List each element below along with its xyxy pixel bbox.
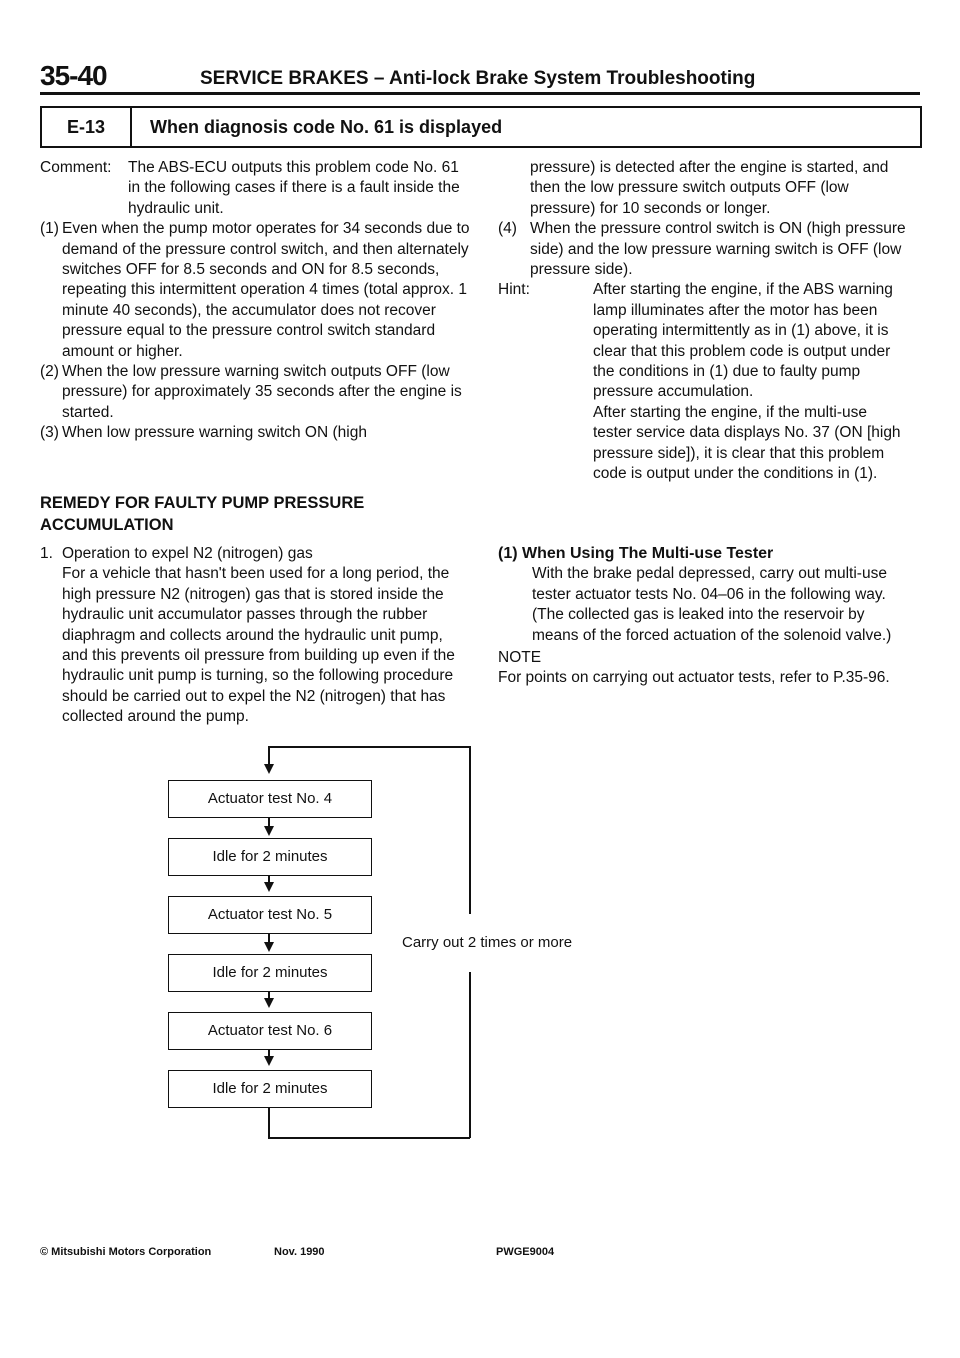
loop-line-bottom [268, 1137, 470, 1139]
section-code: E-13 [42, 108, 132, 146]
flow-step-5: Actuator test No. 6 [168, 1012, 372, 1050]
flow-step-1: Actuator test No. 4 [168, 780, 372, 818]
flow-step-4: Idle for 2 minutes [168, 954, 372, 992]
step-text: For a vehicle that hasn't been used for a long period, the high pressure N2 (nitrogen) gas that is stored inside the hydraulic unit accumulator passes through the rubber diaphragm and collects around the hydraulic unit pump, and this prevents oil pressure from building up even if the hydraulic unit pump is turning, so the following procedure should be carried out to expel the N2 (nitrogen) that has collected around the pump. [62, 565, 455, 726]
connector-line [268, 1108, 270, 1138]
arrow-down-icon [264, 1056, 274, 1066]
case-text: When the low pressure warning switch outputs OFF (low pressure) for approximately 35 seconds after the engine is started. [62, 363, 462, 421]
section-title: When diagnosis code No. 61 is displayed [150, 117, 503, 137]
hint-text-2: After starting the engine, if the multi-use tester service data displays No. 37 (ON [high pressure side]), it is clear that this problem code is output under the conditions in (1). [593, 403, 901, 483]
tester-text: With the brake pedal depressed, carry out multi-use tester actuator tests No. 04–06 in the following way. (The collected gas is leaked into the reservoir by means of the forced actuation of the solenoid valve.) [532, 565, 892, 644]
case-text: pressure) is detected after the engine is started, and then the low pressure switch outputs OFF (low pressure) for 10 seconds or longer. [530, 159, 889, 217]
footer-copyright: © Mitsubishi Motors Corporation [40, 1246, 212, 1258]
arrow-down-icon [264, 826, 274, 836]
remedy-heading: REMEDY FOR FAULTY PUMP PRESSURE ACCUMULATION [40, 494, 365, 534]
case-text: When the pressure control switch is ON (high pressure side) and the low pressure warning switch is OFF (low pressure side). [530, 220, 906, 279]
flow-step-3: Actuator test No. 5 [168, 896, 372, 934]
loop-line-top [268, 746, 470, 748]
hint-label: Hint: [498, 281, 530, 299]
hint-text-1: After starting the engine, if the ABS warning lamp illuminates after the motor has been operating intermittently as in (1) above, it is clear that this problem code is output under the conditions in (1) due to faulty pump pressure accumulation. [593, 281, 893, 401]
tester-heading: (1) When Using The Multi-use Tester [498, 545, 774, 562]
loop-line-right-lower [469, 972, 471, 1138]
arrow-down-icon [264, 764, 274, 774]
loop-line-right-upper [469, 746, 471, 914]
flow-step-6: Idle for 2 minutes [168, 1070, 372, 1108]
arrow-down-icon [264, 998, 274, 1008]
page-number: 35-40 [40, 60, 107, 91]
loop-label: Carry out 2 times or more [402, 934, 573, 951]
flow-step-2: Idle for 2 minutes [168, 838, 372, 876]
note-text: For points on carrying out actuator tests, refer to P.35-96. [498, 669, 890, 687]
arrow-down-icon [264, 882, 274, 892]
case-number: (1) [40, 220, 59, 238]
case-number: (2) [40, 363, 59, 381]
comment-label: Comment: [40, 159, 112, 176]
note-label: NOTE [498, 649, 542, 667]
connector-line [268, 746, 270, 764]
case-number: (4) [498, 220, 517, 238]
case-number: (3) [40, 424, 59, 442]
case-text: Even when the pump motor operates for 34 seconds due to demand of the pressure control switch, and then alternately switches OFF for 8.5 seconds and ON for 8.5 seconds, repeating this intermittent operation 4 times (total approx. 1 minute 40 seconds), the accumulator does not recover pressure equal to the pressure control switch standard amount or higher. [62, 220, 470, 360]
arrow-down-icon [264, 942, 274, 952]
comment-text: The ABS-ECU outputs this problem code No. 61 in the following cases if there is a fault inside the hydraulic unit. [128, 159, 460, 217]
step-number: 1. [40, 545, 53, 562]
page-title: SERVICE BRAKES – Anti-lock Brake System Troubleshooting [200, 68, 756, 89]
footer-date: Nov. 1990 [274, 1246, 325, 1258]
case-text: When low pressure warning switch ON (high [62, 424, 367, 442]
step-title: Operation to expel N2 (nitrogen) gas [62, 545, 313, 562]
footer-code: PWGE9004 [496, 1246, 555, 1258]
